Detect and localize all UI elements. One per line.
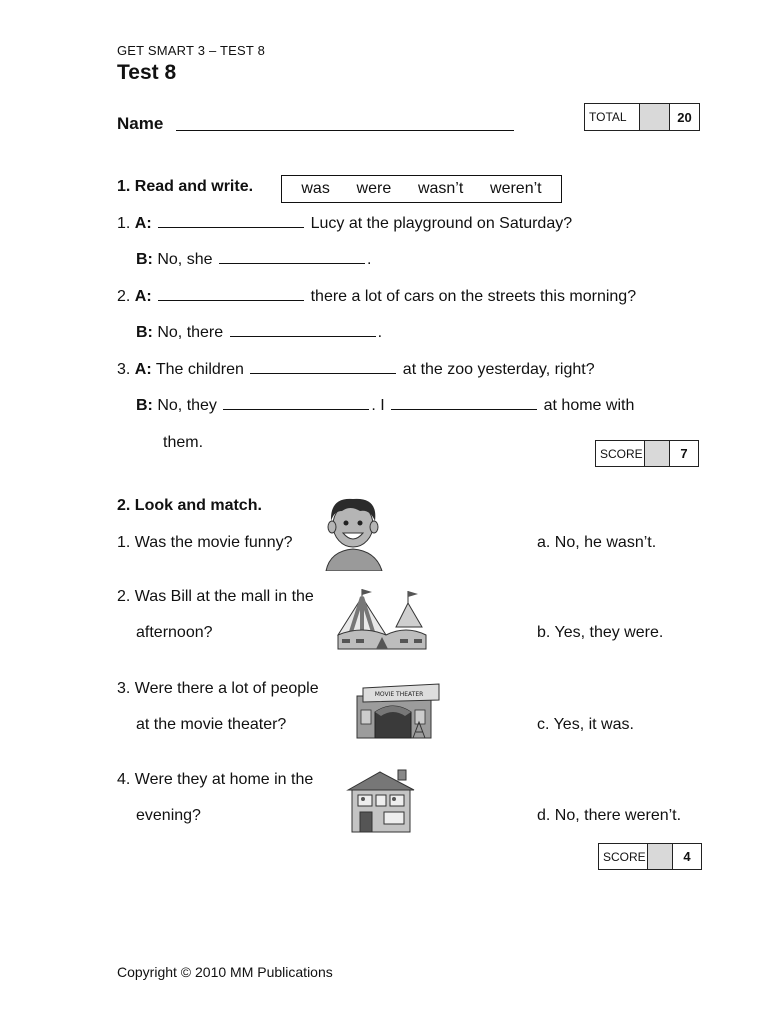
total-label: TOTAL: [585, 104, 640, 131]
word-bank-item: was: [301, 180, 330, 197]
speaker-b: B:: [136, 251, 153, 268]
match-question-3: 3. Were there a lot of people: [117, 680, 319, 697]
score-label: SCORE: [596, 441, 645, 467]
item-text: there a lot of cars on the streets this morning?: [310, 288, 637, 305]
movie-theater-picture: [353, 682, 445, 740]
item-text: No, she: [157, 251, 213, 268]
item-text: at home with: [543, 397, 635, 414]
item-number: 1.: [117, 215, 131, 232]
item-number: 3.: [117, 361, 131, 378]
match-answer-b: b. Yes, they were.: [537, 624, 664, 641]
copyright-notice: Copyright © 2010 MM Publications: [117, 964, 333, 980]
match-answer-c: c. Yes, it was.: [537, 716, 634, 733]
match-question-4-cont: evening?: [136, 807, 201, 824]
score-label: SCORE: [599, 844, 648, 870]
item-text: No, they: [157, 397, 217, 414]
answer-blank[interactable]: [158, 215, 304, 228]
score-max: 7: [670, 441, 699, 467]
item3-b-continuation: them.: [163, 434, 204, 451]
circus-tent-picture: [336, 589, 430, 651]
match-question-1: 1. Was the movie funny?: [117, 534, 293, 551]
answer-blank[interactable]: [223, 397, 369, 410]
item2-b-line: [136, 324, 382, 342]
word-bank-item: weren’t: [490, 180, 542, 197]
word-bank-item: were: [356, 180, 392, 197]
item-text: Lucy at the playground on Saturday?: [310, 215, 573, 232]
speaker-b: B:: [136, 324, 153, 341]
theater-sign: MOVIE THEATER: [374, 691, 424, 698]
speaker-a: A:: [134, 361, 152, 378]
match-question-4: 4. Were they at home in the: [117, 771, 314, 788]
item-text: .: [366, 251, 372, 268]
section2-score-box: [598, 843, 702, 870]
section1-score-box: [595, 440, 699, 467]
section2-heading: 2. Look and match.: [117, 497, 262, 514]
boy-smiling-picture: [320, 495, 386, 571]
item-text: .: [377, 324, 383, 341]
score-field[interactable]: [645, 441, 670, 467]
item-text: . I: [371, 397, 385, 414]
score-max: 4: [673, 844, 702, 870]
total-score-box: [584, 103, 700, 131]
item-text: No, there: [157, 324, 224, 341]
item3-b-line: [136, 397, 634, 415]
name-label: Name: [117, 114, 164, 133]
match-answer-d: d. No, there weren’t.: [537, 807, 682, 824]
section1-heading: 1. Read and write.: [117, 178, 254, 195]
item3-a-line: [117, 361, 595, 379]
item1-a-line: [117, 215, 572, 233]
match-question-2-cont: afternoon?: [136, 624, 213, 641]
speaker-a: A:: [134, 288, 152, 305]
score-field[interactable]: [648, 844, 673, 870]
page-title: Test 8: [117, 61, 177, 84]
house-picture: [346, 768, 416, 834]
answer-blank[interactable]: [158, 288, 304, 301]
word-bank-item: wasn’t: [417, 180, 464, 197]
speaker-b: B:: [136, 397, 153, 414]
item2-a-line: [117, 288, 636, 306]
item-text: at the zoo yesterday, right?: [402, 361, 595, 378]
item1-b-line: [136, 251, 371, 269]
series-title: GET SMART 3 – TEST 8: [117, 43, 266, 58]
answer-blank[interactable]: [391, 397, 537, 410]
item-text: The children: [155, 361, 244, 378]
answer-blank[interactable]: [250, 361, 396, 374]
match-answer-a: a. No, he wasn’t.: [537, 534, 657, 551]
item-number: 2.: [117, 288, 131, 305]
word-bank: [281, 175, 562, 203]
match-question-2: 2. Was Bill at the mall in the: [117, 588, 314, 605]
speaker-a: A:: [134, 215, 152, 232]
match-question-3-cont: at the movie theater?: [136, 716, 287, 733]
total-max: 20: [670, 104, 700, 131]
answer-blank[interactable]: [230, 324, 376, 337]
answer-blank[interactable]: [219, 251, 365, 264]
name-field[interactable]: [176, 130, 514, 131]
total-score-field[interactable]: [640, 104, 670, 131]
